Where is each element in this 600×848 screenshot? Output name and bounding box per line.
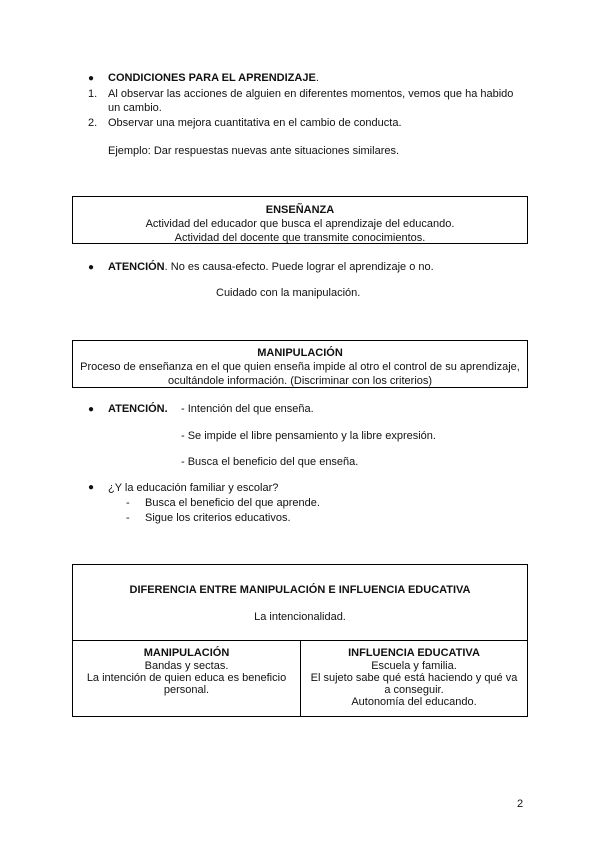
conditions-item-text: Al observar las acciones de alguien en diferentes momentos, vemos que ha habido [108, 88, 514, 100]
influencia-column [301, 647, 527, 708]
bullet-icon: ● [88, 482, 95, 493]
manipulacion-box [72, 340, 528, 388]
ensenanza-line: Actividad del docente que transmite conocimientos. [174, 232, 426, 244]
dash-marker: - [126, 512, 130, 524]
conditions-heading: CONDICIONES PARA EL APRENDIZAJE. [108, 72, 319, 84]
atencion-point: - Se impide el libre pensamiento y la libre expresión. [181, 430, 436, 442]
dash-marker: - [126, 497, 130, 509]
atencion-statement: ATENCIÓN. No es causa-efecto. Puede lograr el aprendizaje o no. [108, 261, 434, 273]
difference-subtitle: La intencionalidad. [254, 611, 346, 623]
question-text: ¿Y la educación familiar y escolar? [108, 482, 279, 494]
column-line: El sujeto sabe qué está haciendo y qué va [310, 672, 518, 684]
conditions-item-text-cont: un cambio. [108, 102, 162, 114]
manipulacion-line: Proceso de enseñanza en el que quien enseña impide al otro el control de su aprendizaje, [80, 361, 520, 373]
manipulacion-column [73, 647, 300, 696]
column-line: Escuela y familia. [371, 660, 457, 672]
manipulacion-title: MANIPULACIÓN [257, 347, 343, 359]
question-item: Sigue los criterios educativos. [145, 512, 291, 524]
example-text: Ejemplo: Dar respuestas nuevas ante situaciones similares. [108, 145, 400, 157]
difference-title: DIFERENCIA ENTRE MANIPULACIÓN E INFLUENCIA EDUCATIVA [129, 584, 471, 596]
column-line: Bandas y sectas. [144, 660, 229, 672]
conditions-item-num: 2. [88, 117, 98, 129]
ensenanza-box [72, 196, 528, 244]
atencion-note: Cuidado con la manipulación. [216, 287, 361, 299]
atencion-label: ATENCIÓN. [108, 403, 168, 415]
page-number: 2 [517, 798, 524, 810]
column-line: La intención de quien educa es beneficio [86, 672, 287, 684]
bullet-icon: ● [88, 73, 95, 84]
difference-table [72, 564, 528, 717]
conditions-item-text: Observar una mejora cuantitativa en el cambio de conducta. [108, 117, 402, 129]
column-line: a conseguir. [384, 684, 444, 696]
conditions-item-num: 1. [88, 88, 98, 100]
column-title: INFLUENCIA EDUCATIVA [348, 647, 480, 659]
column-line: personal. [163, 684, 210, 696]
atencion-point: - Intención del que enseña. [181, 403, 314, 415]
bullet-icon: ● [88, 262, 95, 273]
question-item: Busca el beneficio del que aprende. [145, 497, 320, 509]
ensenanza-line: Actividad del educador que busca el aprendizaje del educando. [145, 218, 455, 230]
column-line: Autonomía del educando. [351, 696, 477, 708]
bullet-icon: ● [88, 404, 95, 415]
ensenanza-title: ENSEÑANZA [265, 204, 335, 216]
column-title: MANIPULACIÓN [143, 647, 230, 659]
atencion-point: - Busca el beneficio del que enseña. [181, 456, 359, 468]
manipulacion-line: ocultándole información. (Discriminar con los criterios) [167, 375, 433, 387]
